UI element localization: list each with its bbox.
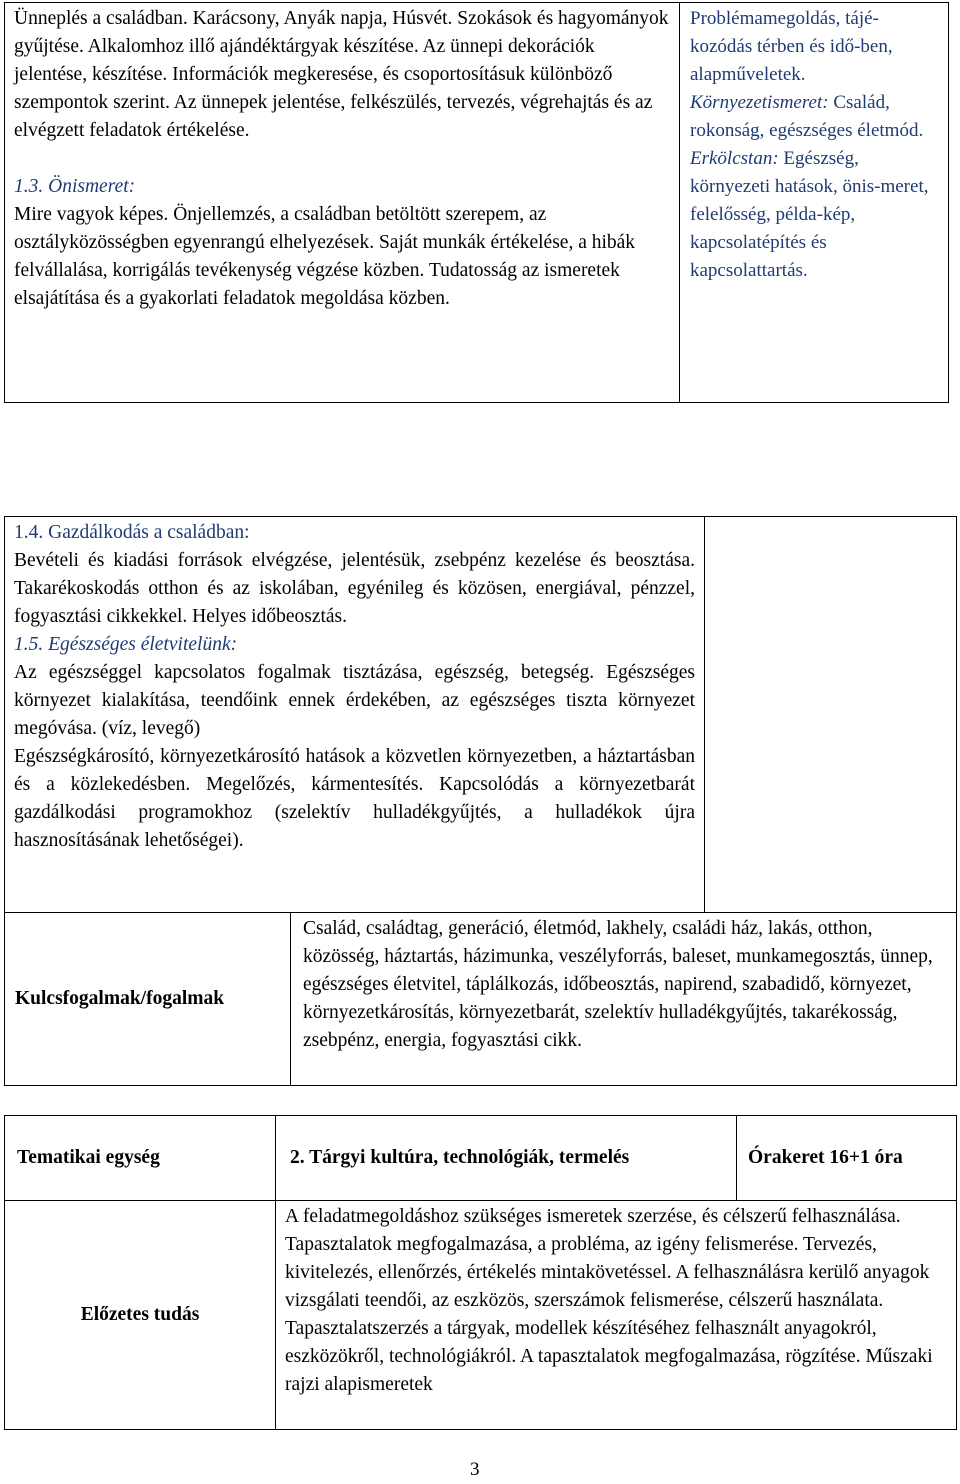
economy-paragraph: Bevételi és kiadási források elvégzése, jelentésük, zsebpénz kezelése és beosztása. Takarékoskodás otthon és az iskolában, egyénileg és közösen, energiával, pénzzel, fogyasztási cikkekkel. Helyes időbeosztás. [14,550,695,627]
content-cell-top-right [679,2,949,403]
content-cell-middle [4,516,705,912]
section-heading-1-5: 1.5. Egészséges életvitelünk: [14,634,238,655]
self-knowledge-paragraph: Mire vagyok képes. Önjellemzés, a családban betöltött szerepem, az osztályközösségben egyenrangú elhelyezések. Saját munkák értékelése, a hibák felvállalása, korrigálás tevékenység végzése közben. Tudatosság az ismeretek elsajátítása és a gyakorlati feladatok megoldása közben. [14,204,636,309]
page-number: 3 [470,1459,480,1480]
subject-text-environment: Család, rokonság, egészséges életmód. [690,92,924,141]
health-paragraph-a: Az egészséggel kapcsolatos fogalmak tisztázása, egészség, betegség. Egészséges környezet kialakítása, teendőink ennek érdekében, az egészséges tiszta környezet megóvása. (víz, levegő) [14,662,695,739]
unit-hours: Órakeret 16+1 óra [748,1147,903,1168]
prior-knowledge-text: A feladatmegoldáshoz szükséges ismeretek szerzése, és célszerű felhasználása. Tapasztalatok megfogalmazása, a probléma, az igény felismerése. Tervezés, kivitelezés, ellenőrzés, értékelés mintakövetéssel. A felhasználásra kerülő anyagok vizsgálati teendői, az eszközös, szerszámok felismerése, célszerű használata. Tapasztalatszerzés a tárgyak, modellek készítéséhez felhasznált anyagokról, eszközökről, technológiákról. A tapasztalatok megfogalmazása, rögzítése. Műszaki rajzi alapismeretek [285,1206,933,1395]
unit-title-cell [275,1115,737,1201]
section-heading-1-3: 1.3. Önismeret: [14,176,136,197]
unit-title: 2. Tárgyi kultúra, technológiák, termelés [290,1147,630,1168]
key-concepts-text: Család, családtag, generáció, életmód, lakhely, családi ház, lakás, otthon, közösség, háztartás, házimunka, veszélyforrás, baleset, munkamegosztás, ünnep, egészséges életvitel, táplálkozás, időbeosztás, napirend, szabadidő, környezet, környezetkárosítás, környezetbarát, szelektív hulladékgyűjtés, takarékosság, zsebpénz, energia, fogyasztási cikk. [303,918,933,1051]
connections-line: Problémamegoldás, tájé-kozódás térben és idő-ben, alapműveletek. [690,8,893,85]
holiday-paragraph: Ünneplés a családban. Karácsony, Anyák napja, Húsvét. Szokások és hagyományok gyűjtése. Alkalomhoz illő ajándéktárgyak készítése. Az ünnepi dekorációk jelentése, készítése. Információk megkeresése, és csoportosításuk különböző szempontok szerint. Az ünnepek jelentése, felkészülés, tervezés, végrehajtás és az elvégzett feladatok értékelése. [14,8,669,141]
right-vertical-rule [704,516,957,912]
subject-label-ethics: Erkölcstan: [690,148,779,169]
prior-knowledge-label-cell [4,1200,276,1430]
key-concepts-label-cell [4,912,291,1086]
unit-label: Tematikai egység [17,1147,160,1168]
key-concepts-label: Kulcsfogalmak/fogalmak [15,988,225,1009]
content-cell-top-left [4,2,680,403]
subject-label-environment: Környezetismeret: [690,92,829,113]
unit-label-cell [4,1115,276,1201]
health-paragraph-b: Egészségkárosító, környezetkárosító hatások a közvetlen környezetben, a háztartásban és a közlekedésben. Megelőzés, kármentesítés. Kapcsolódás a környezetbarát gazdálkodási programokhoz (szelektív hulladékgyűjtés, a hulladékok újra hasznosításának lehetőségei). [14,746,695,851]
key-concepts-text-cell [290,912,957,1086]
section-heading-1-4: 1.4. Gazdálkodás a családban: [14,522,250,543]
prior-knowledge-label: Előzetes tudás [80,1304,200,1325]
prior-knowledge-text-cell [275,1200,957,1430]
unit-hours-cell [736,1115,957,1201]
subject-text-ethics: Egészség, környezeti hatások, önis-meret, felelősség, példa-kép, kapcsolatépítés és kapcsolattartás. [690,148,929,281]
